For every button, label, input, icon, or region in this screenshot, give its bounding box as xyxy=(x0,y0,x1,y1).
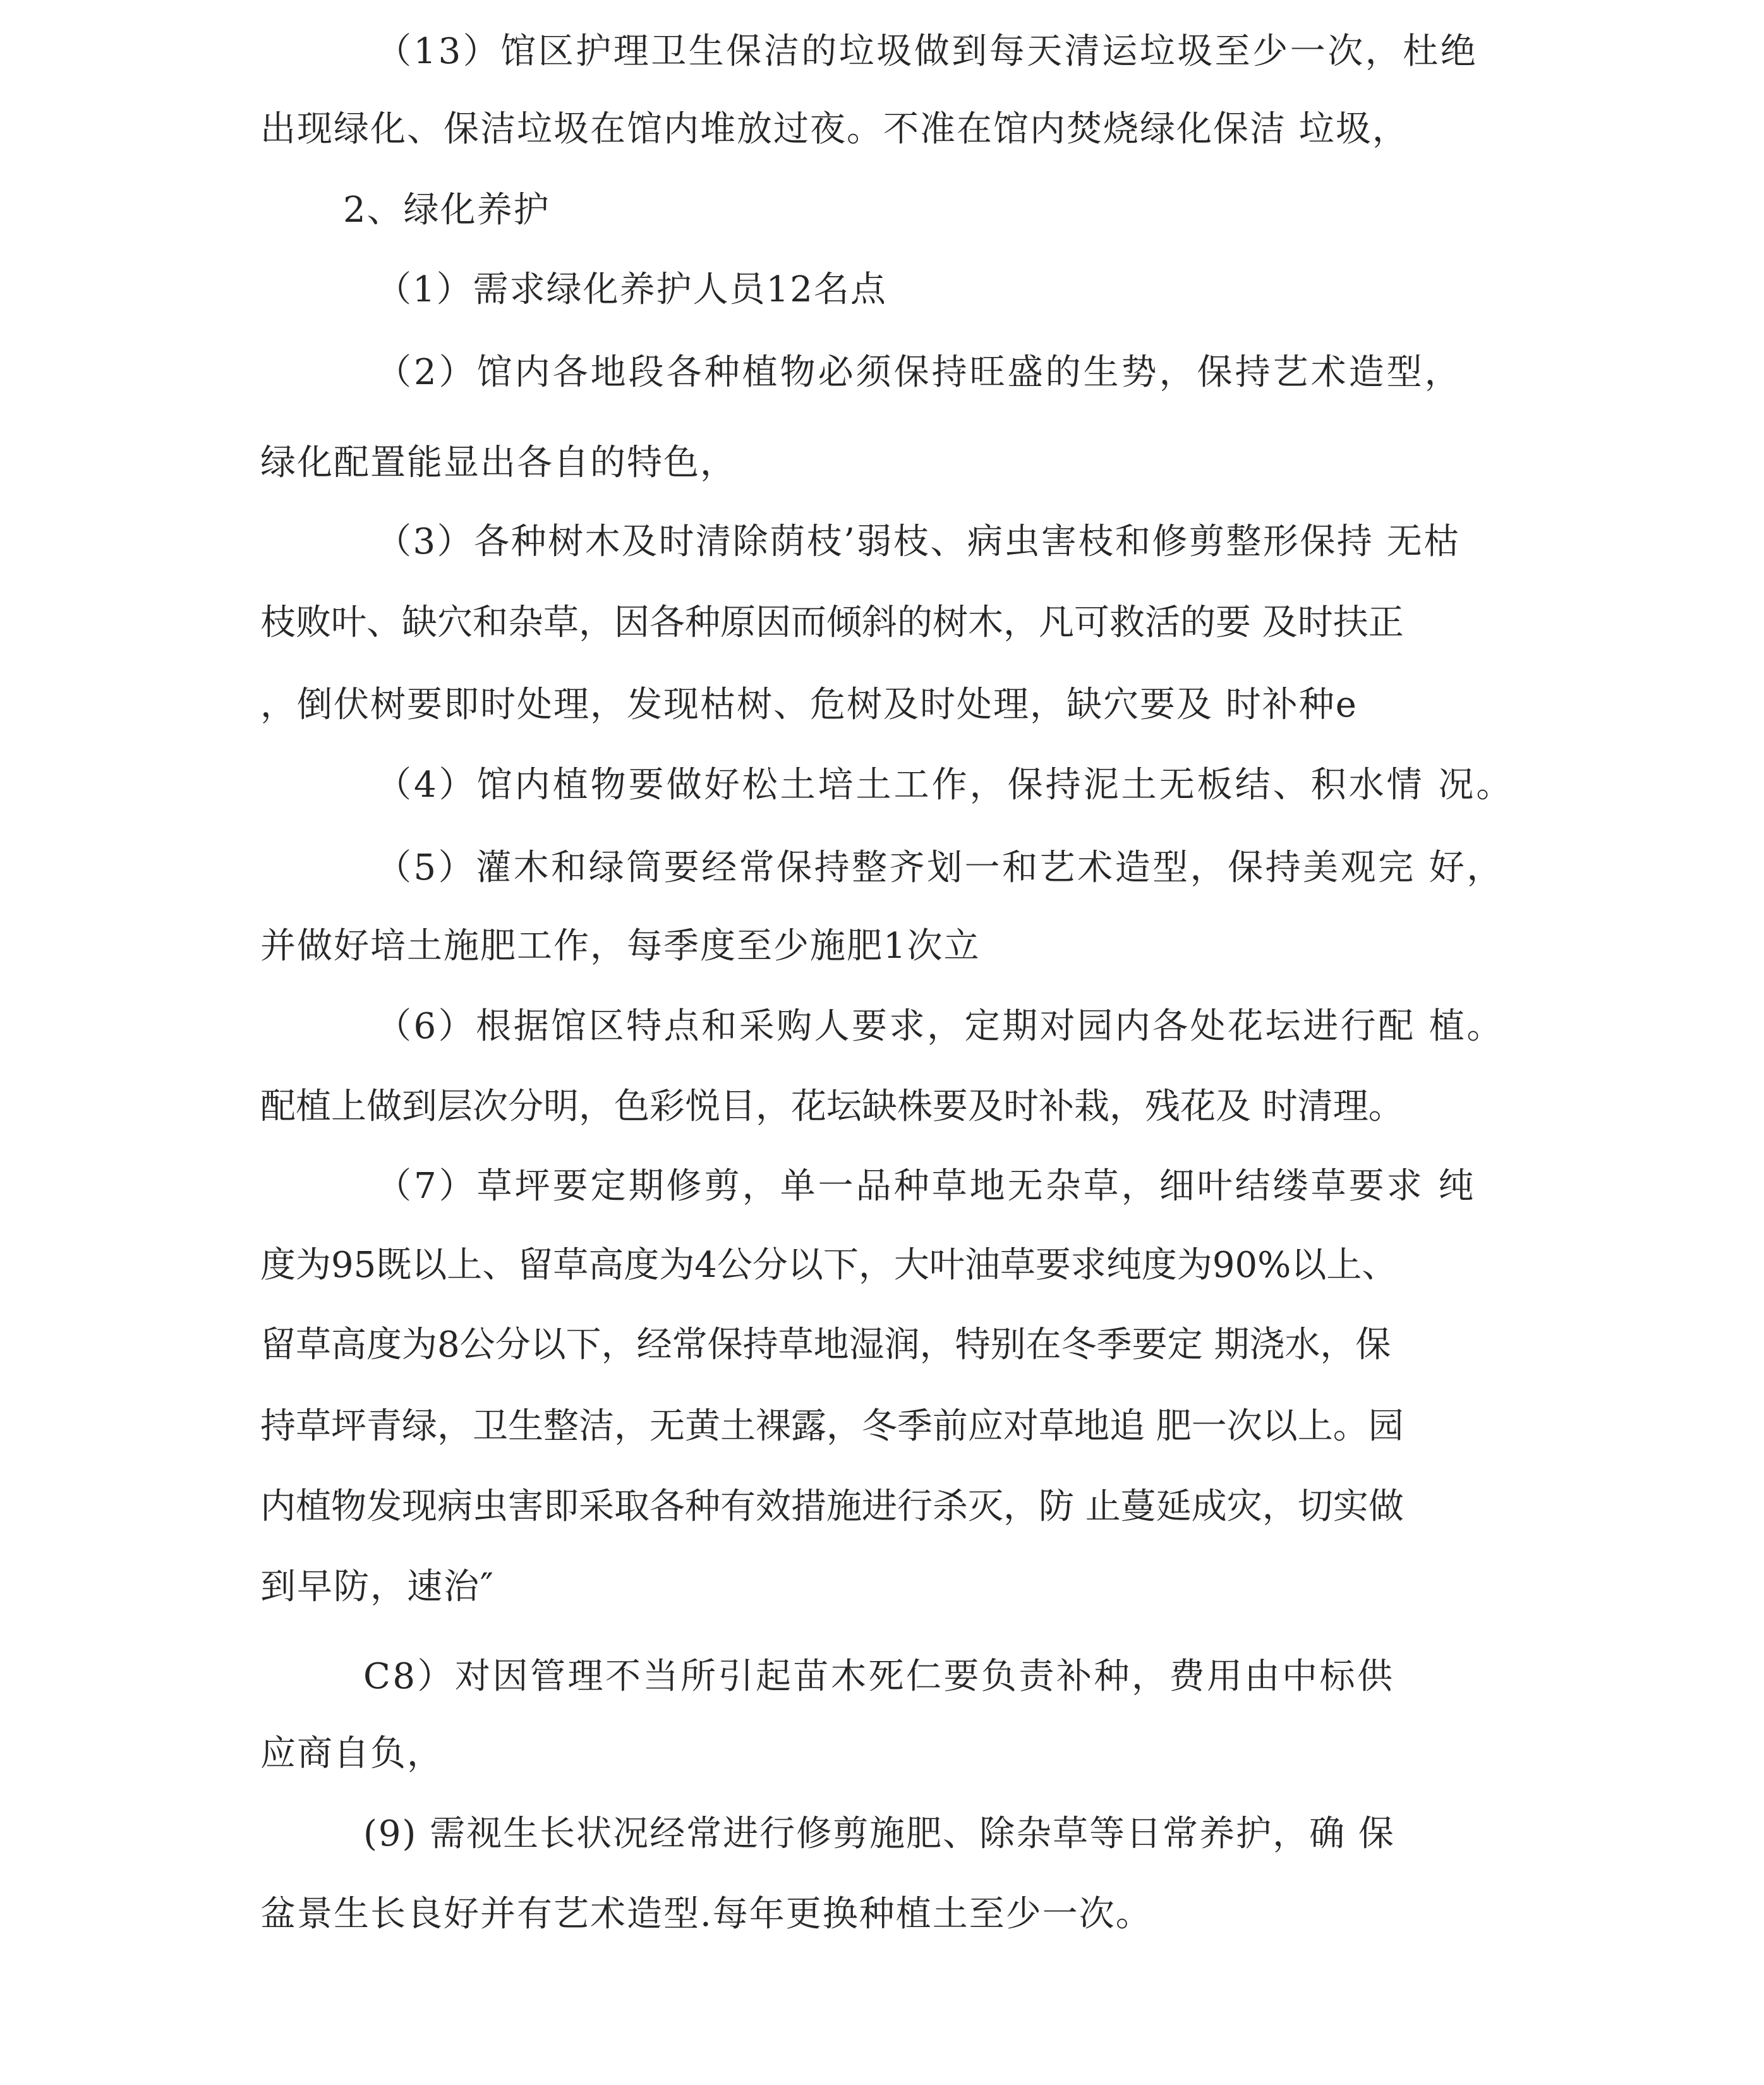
item-5-line-1: （5）灌木和绿筒要经常保持整齐划一和艺术造型，保持美观完 好， xyxy=(376,847,1504,888)
item-7-line-6: 到早防，速治″ xyxy=(260,1566,495,1607)
item-9-line-1: (9) 需视生长状况经常进行修剪施肥、除杂草等日常养护，确 保 xyxy=(363,1813,1395,1854)
item-3-line-2: 枝败叶、缺穴和杂草，因各种原因而倾斜的树木，凡可救活的要 及时扶正 xyxy=(260,602,1404,643)
item-3-line-1: （3）各种树木及时清除荫枝’弱枝、病虫害枝和修剪整形保持 无枯 xyxy=(376,521,1461,562)
item-7-line-3: 留草高度为8公分以下，经常保持草地湿润，特别在冬季要定 期浇水，保 xyxy=(260,1324,1391,1365)
item-2-line-2: 绿化配置能显出各自的特色， xyxy=(260,442,737,483)
item-9-line-2: 盆景生长良好并有艺术造型.每年更换种植土至少一次。 xyxy=(260,1894,1152,1935)
section-heading-greening: 2、绿化养护 xyxy=(343,190,550,231)
item-1-line: （1）需求绿化养护人员12名点 xyxy=(376,269,887,310)
item-5-line-2: 并做好培土施肥工作，每季度至少施肥1次立 xyxy=(260,926,981,967)
item-3-line-3: ，倒伏树要即时处理，发现枯树、危树及时处理，缺穴要及 时补种e xyxy=(260,684,1358,725)
item-2-line-1: （2）馆内各地段各种植物必须保持旺盛的生势，保持艺术造型， xyxy=(376,352,1463,393)
paragraph-13-line-1: （13）馆区护理卫生保洁的垃圾做到每天清运垃圾至少一次，杜绝 xyxy=(376,31,1478,72)
item-7-line-2: 度为95既以上、留草高度为4公分以下，大叶油草要求纯度为90%以上、 xyxy=(260,1245,1398,1286)
item-6-line-2: 配植上做到层次分明，色彩悦目，花坛缺株要及时补栽，残花及 时清理。 xyxy=(260,1086,1404,1127)
item-8-line-2: 应商自负， xyxy=(260,1733,444,1774)
item-7-line-1: （7）草坪要定期修剪，单一品种草地无杂草，细叶结缕草要求 纯 xyxy=(376,1166,1477,1207)
item-6-line-1: （6）根据馆区特点和采购人要求，定期对园内各处花坛进行配 植。 xyxy=(376,1006,1504,1047)
item-8-line-1: C8）对因管理不当所引起苗木死仁要负责补种，费用由中标供 xyxy=(363,1656,1395,1697)
item-4-line: （4）馆内植物要做好松土培土工作，保持泥土无板结、积水情 况。 xyxy=(376,764,1514,806)
paragraph-13-line-2: 出现绿化、保洁垃圾在馆内堆放过夜。不准在馆内焚烧绿化保洁 垃圾， xyxy=(260,109,1409,150)
item-7-line-5: 内植物发现病虫害即采取各种有效措施进行杀灭，防 止蔓延成灾，切实做 xyxy=(260,1486,1404,1527)
item-7-line-4: 持草坪青绿，卫生整洁，无黄土裸露，冬季前应对草地追 肥一次以上。园 xyxy=(260,1406,1404,1447)
